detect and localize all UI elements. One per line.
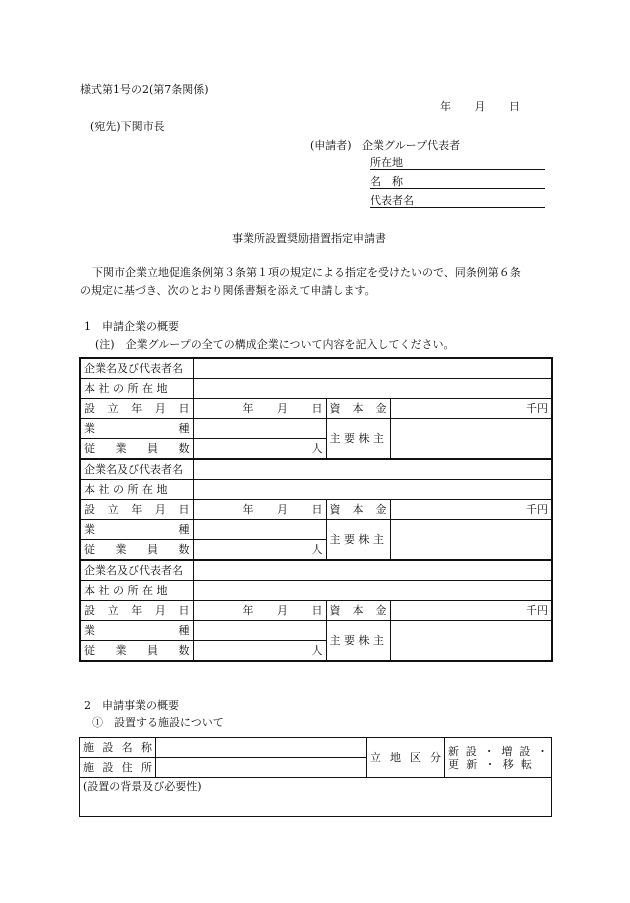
company-rep-value[interactable] [193,459,552,480]
established-value[interactable]: 年 月 日 [193,399,326,419]
companies-table [79,357,553,662]
capital-label: 資 本 金 [326,601,390,621]
industry-value[interactable] [193,520,326,540]
established-label: 設 立 年 月 日 [80,601,193,621]
body-line-2: の規定に基づき、次のとおり関係書類を添えて申請します。 [80,284,376,297]
shareholders-label: 主 要 株 主 [326,419,390,460]
capital-label: 資 本 金 [326,399,390,419]
employees-value[interactable]: 人 [193,439,326,460]
facility-address-label: 施 設 住 所 [80,758,156,778]
doc-title: 事業所設置奨励措置指定申請書 [232,232,386,245]
date-line [440,100,520,113]
addressee: (宛先)下関市長 [90,120,165,133]
section2-sub: ① 設置する施設について [92,716,224,729]
industry-label: 業 種 [80,621,193,641]
applicant-name-label: 名 称 [370,175,403,188]
applicant-rep-label: 代表者名 [370,194,414,207]
facility-name-label: 施 設 名 称 [80,738,156,758]
employees-value[interactable]: 人 [193,641,326,662]
section1-heading: 1 申請企業の概要 [84,320,179,333]
capital-value[interactable]: 千円 [390,399,552,419]
established-value[interactable]: 年 月 日 [193,601,326,621]
employees-label: 従 業 員 数 [80,540,193,561]
shareholders-label: 主 要 株 主 [326,621,390,662]
applicant-label: (申請者) [310,139,352,152]
zone-label: 立 地 区 分 [367,738,445,778]
facility-table [79,737,552,817]
body-line-1: 下関市企業立地促進条例第３条第１項の規定による指定を受けたいので、同条例第６条 [92,266,521,279]
company-rep-label: 企業名及び代表者名 [80,459,193,480]
applicant-role: 企業グループ代表者 [362,139,461,152]
zone-option-line-1: 新 設 ・ 増 設 ・ [448,744,548,758]
hq-value[interactable] [193,379,552,399]
shareholders-label: 主 要 株 主 [326,520,390,561]
date-year: 年 [440,100,451,113]
date-month: 月 [474,100,486,113]
hq-label: 本 社 の 所 在 地 [80,581,193,601]
background-field[interactable] [80,778,552,817]
industry-value[interactable] [193,419,326,439]
established-label: 設 立 年 月 日 [80,500,193,520]
facility-name-value[interactable] [156,738,367,758]
shareholders-value[interactable] [390,419,552,460]
employees-value[interactable]: 人 [193,540,326,561]
capital-value[interactable]: 千円 [390,601,552,621]
form-id: 様式第1号の2(第7条関係) [80,83,209,96]
industry-value[interactable] [193,621,326,641]
industry-label: 業 種 [80,419,193,439]
section1-note: (注) 企業グループの全ての構成企業について内容を記入してください。 [95,338,455,351]
date-day: 日 [509,100,520,113]
hq-value[interactable] [193,480,552,500]
company-rep-value[interactable] [193,560,552,581]
hq-value[interactable] [193,581,552,601]
background-label: (設置の背景及び必要性) [83,780,202,793]
section2-heading: 2 申請事業の概要 [84,699,179,712]
employees-label: 従 業 員 数 [80,641,193,662]
hq-label: 本 社 の 所 在 地 [80,480,193,500]
company-rep-label: 企業名及び代表者名 [80,358,193,379]
applicant-rep-line[interactable] [370,194,545,208]
established-label: 設 立 年 月 日 [80,399,193,419]
facility-address-value[interactable] [156,758,367,778]
capital-value[interactable]: 千円 [390,500,552,520]
zone-options[interactable] [445,738,552,778]
industry-label: 業 種 [80,520,193,540]
capital-label: 資 本 金 [326,500,390,520]
applicant-address-line[interactable] [370,156,545,170]
established-value[interactable]: 年 月 日 [193,500,326,520]
employees-label: 従 業 員 数 [80,439,193,460]
hq-label: 本 社 の 所 在 地 [80,379,193,399]
applicant-name-line[interactable] [370,175,545,189]
company-rep-value[interactable] [193,358,552,379]
shareholders-value[interactable] [390,621,552,662]
zone-option-line-2: 更 新 ・ 移 転 [448,757,532,771]
shareholders-value[interactable] [390,520,552,561]
company-rep-label: 企業名及び代表者名 [80,560,193,581]
applicant-address-label: 所在地 [370,156,403,169]
